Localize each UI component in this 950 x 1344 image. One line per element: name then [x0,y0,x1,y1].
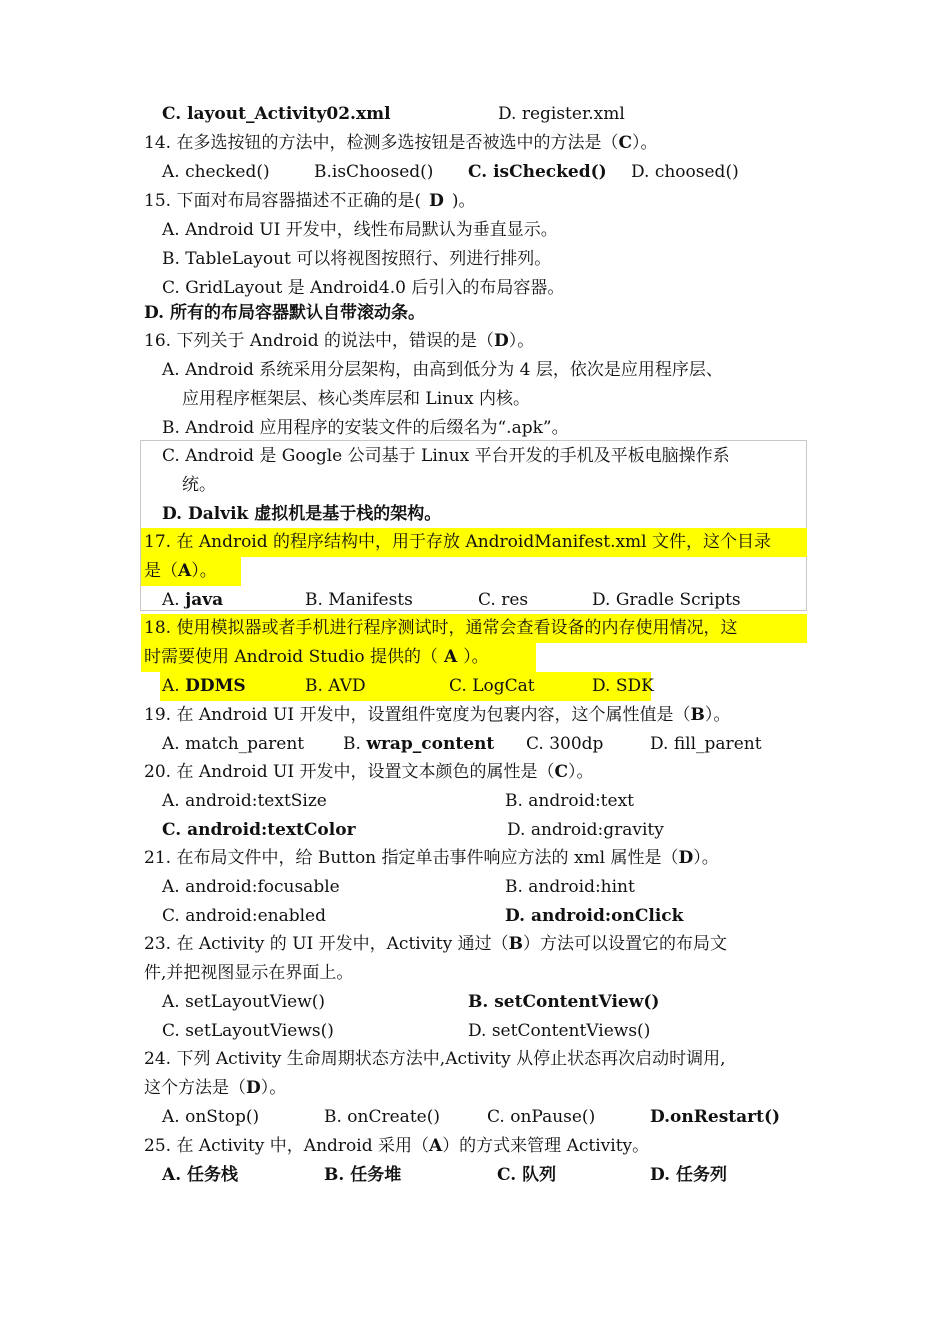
q19-stem-text: 19. 在 Android UI 开发中，设置组件宽度为包裹内容，这个属性值是（B）。 [144,705,731,725]
q21-stem [0,844,950,873]
q23-stem-1: 23. 在 Activity 的 UI 开发中，Activity 通过（B）方法可以设置它的布局文 [144,934,727,954]
q23-stem-line2 [0,959,950,988]
q16-option-a-1: A. Android 系统采用分层架构，由高到低分为 4 层，依次是应用程序层、 [162,360,723,380]
q17-stem-2: 是（A）。 [144,561,217,581]
q16-option-a-line2 [0,385,950,414]
q23-options-row2 [0,1017,950,1046]
q19-option-a: A. match_parent [162,734,305,754]
q20-options-row1 [0,787,950,816]
q14-stem-text: 14. 在多选按钮的方法中，检测多选按钮是否被选中的方法是（C）。 [144,133,658,153]
q21-options-row1 [0,873,950,902]
q23-options-row1 [0,988,950,1017]
q24-option-a: A. onStop() [162,1107,260,1127]
q23-stem-line1 [0,930,950,959]
q15-stem [0,187,950,216]
q18-answer: A [443,647,458,667]
q17-option-d: D. Gradle Scripts [592,590,741,610]
q24-stem-line2 [0,1074,950,1103]
q14-option-d: D. choosed() [631,162,739,182]
q18-stem-2: 时需要使用 Android Studio 提供的（ A ）。 [144,647,489,667]
q16-option-c-2: 统。 [182,475,216,495]
q23-stem-2: 件,并把视图显示在界面上。 [144,963,354,983]
q24-stem-line1 [0,1045,950,1074]
q17-option-a: A. java [162,590,224,610]
q17-option-c: C. res [478,590,529,610]
q18-stem-line2 [0,643,950,672]
q21-option-b: B. android:hint [505,877,635,897]
q18-option-a: A. DDMS [162,676,246,696]
q14-option-a: A. checked() [162,162,270,182]
q18-options [0,672,950,701]
q14-option-c: C. isChecked() [468,162,607,182]
q21-option-c: C. android:enabled [162,906,326,926]
q17-stem-1: 17. 在 Android 的程序结构中，用于存放 AndroidManifest.xml 文件，这个目录 [144,532,772,552]
q24-option-b: B. onCreate() [324,1107,440,1127]
q15-option-b: B. TableLayout 可以将视图按照行、列进行排列。 [162,249,552,269]
q21-option-d: D. android:onClick [505,906,684,926]
q14-option-b: B.isChoosed() [314,162,434,182]
q21-stem-text: 21. 在布局文件中，给 Button 指定单击事件响应方法的 xml 属性是（D）。 [144,848,719,868]
q15-answer: D [429,191,444,211]
q25-option-b: B. 任务堆 [324,1165,402,1185]
q16-option-d-line [0,500,950,529]
q21-option-a: A. android:focusable [162,877,340,897]
q24-stem-2: 这个方法是（D）。 [144,1078,287,1098]
q23-answer: B [508,934,523,954]
q23-option-c: C. setLayoutViews() [162,1021,334,1041]
q25-option-a: A. 任务栈 [162,1165,239,1185]
q19-options [0,730,950,759]
q21-options-row2 [0,902,950,931]
q14-answer: C [618,133,632,153]
q16-answer: D [494,331,509,351]
q15-option-a-line [0,216,950,245]
q16-option-c-1: C. Android 是 Google 公司基于 Linux 平台开发的手机及平板电脑操作系 [162,446,730,466]
q16-stem [0,327,950,356]
q20-option-a: A. android:textSize [162,791,327,811]
q17-options [0,586,950,615]
q16-option-b-line [0,414,950,443]
q14-options [0,158,950,187]
q15-option-c: C. GridLayout 是 Android4.0 后引入的布局容器。 [162,278,565,298]
q24-option-c: C. onPause() [487,1107,596,1127]
q18-stem-1: 18. 使用模拟器或者手机进行程序测试时，通常会查看设备的内存使用情况，这 [144,618,738,638]
q16-option-d: D. Dalvik 虚拟机是基于栈的架构。 [162,504,442,524]
q20-stem-text: 20. 在 Android UI 开发中，设置文本颜色的属性是（C）。 [144,762,594,782]
q15-option-d-line [0,299,950,328]
q20-answer: C [554,762,569,782]
q19-stem [0,701,950,730]
q13-options [0,100,950,129]
q20-option-c: C. android:textColor [162,820,356,840]
q17-stem-line1 [0,528,950,557]
q16-option-a-2: 应用程序框架层、核心类库层和 Linux 内核。 [182,389,531,409]
q25-answer: A [428,1136,443,1156]
q25-stem [0,1132,950,1161]
q19-option-b: B. wrap_content [343,734,495,754]
q19-option-c: C. 300dp [526,734,604,754]
q25-options [0,1161,950,1190]
q24-stem-1: 24. 下列 Activity 生命周期状态方法中,Activity 从停止状态再次启动时调用, [144,1049,726,1069]
q18-option-d: D. SDK [592,676,654,696]
q20-stem [0,758,950,787]
q24-answer: D [246,1078,261,1098]
q21-answer: D [678,848,694,868]
q19-answer: B [690,705,705,725]
q13-option-d: D. register.xml [498,104,625,124]
q17-answer: A [178,561,192,581]
q15-option-a: A. Android UI 开发中，线性布局默认为垂直显示。 [162,220,558,240]
q25-stem-text: 25. 在 Activity 中，Android 采用（A）的方式来管理 Activity。 [144,1136,650,1156]
q24-option-d: D.onRestart() [650,1107,781,1127]
q16-option-c-line2 [0,471,950,500]
q25-option-c: C. 队列 [497,1165,557,1185]
q15-option-b-line [0,245,950,274]
q25-option-d: D. 任务列 [650,1165,727,1185]
q20-option-d: D. android:gravity [507,820,664,840]
q20-option-b: B. android:text [505,791,634,811]
q18-option-b: B. AVD [305,676,366,696]
q20-options-row2 [0,816,950,845]
q13-option-c: C. layout_Activity02.xml [162,104,391,124]
q18-stem-line1 [0,614,950,643]
q18-option-c: C. LogCat [449,676,535,696]
q15-stem-text: 15. 下面对布局容器描述不正确的是( D )。 [144,191,476,211]
q17-option-b: B. Manifests [305,590,413,610]
q23-option-a: A. setLayoutView() [162,992,326,1012]
q24-options [0,1103,950,1132]
q16-option-a-line1 [0,356,950,385]
q23-option-d: D. setContentViews() [468,1021,651,1041]
q19-option-d: D. fill_parent [650,734,762,754]
q14-stem [0,129,950,158]
q17-stem-line2 [0,557,950,586]
q16-stem-text: 16. 下列关于 Android 的说法中，错误的是（D）。 [144,331,535,351]
q16-option-c-line1 [0,442,950,471]
q15-option-d: D. 所有的布局容器默认自带滚动条。 [144,303,425,323]
q16-option-b: B. Android 应用程序的安装文件的后缀名为“.apk”。 [162,418,569,438]
q23-option-b: B. setContentView() [468,992,660,1012]
